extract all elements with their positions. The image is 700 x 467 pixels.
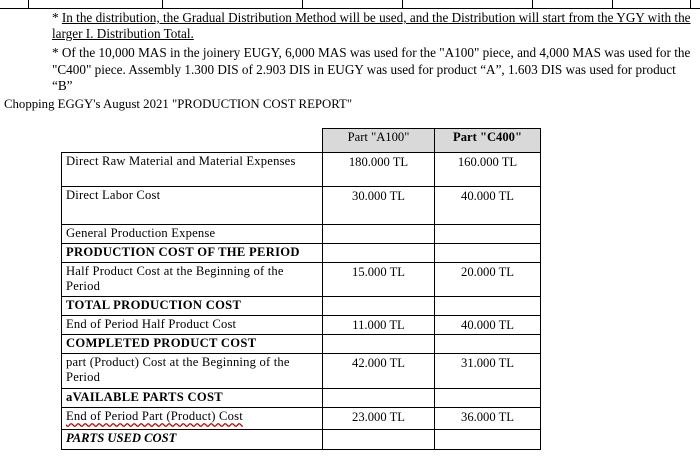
row-label-text: End of Period Part (Product) Cost: [66, 409, 243, 423]
value-c400: 20.000 TL: [435, 263, 541, 297]
table-row: [62, 335, 541, 354]
bullet-star: *: [52, 10, 59, 25]
value-a100: 180.000 TL: [323, 153, 435, 187]
value-c400: 31.000 TL: [435, 354, 541, 389]
table-row: [62, 430, 541, 450]
row-label: General Production Expense: [62, 225, 323, 244]
value-a100: 42.000 TL: [323, 354, 435, 389]
value-a100: [323, 430, 435, 450]
value-c400: 160.000 TL: [435, 153, 541, 187]
header-blank-cell: [62, 129, 323, 153]
row-label: End of Period Half Product Cost: [62, 316, 323, 335]
value-c400: [435, 225, 541, 244]
table-row: [62, 354, 541, 389]
table-row: [62, 187, 541, 225]
value-c400: 36.000 TL: [435, 408, 541, 430]
value-c400: [435, 335, 541, 354]
mas-usage-text: Of the 10,000 MAS in the joinery EUGY, 6,000 MAS was used for the "A100" piece, and 4,000 MAS was used for the "C400" piece. Assembly 1.300 DIS of 2.903 DIS in EUGY was used for product “A”, 1.603 DIS was used for product “B”: [52, 45, 691, 93]
value-c400: [435, 430, 541, 450]
instruction-mas-usage: [52, 45, 697, 95]
column-header-c400: Part "C400": [435, 129, 541, 153]
row-label: PARTS USED COST: [62, 430, 323, 450]
value-a100: 23.000 TL: [323, 408, 435, 430]
table-row: [62, 263, 541, 297]
table-row: [62, 316, 541, 335]
row-label: aVAILABLE PARTS COST: [62, 389, 323, 408]
top-table-border: [0, 0, 700, 9]
row-label: PRODUCTION COST OF THE PERIOD: [62, 244, 323, 263]
table-header-row: [62, 129, 541, 153]
value-c400: 40.000 TL: [435, 316, 541, 335]
table-row: [62, 225, 541, 244]
value-c400: [435, 389, 541, 408]
table-row: [62, 297, 541, 316]
table-row: [62, 153, 541, 187]
row-label: TOTAL PRODUCTION COST: [62, 297, 323, 316]
gradual-distribution-text: In the distribution, the Gradual Distribution Method will be used, and the Distribution will start from the YGY with the larger I. Distribution Total.: [52, 10, 691, 41]
table-row: [62, 408, 541, 430]
instruction-gradual-distribution: [52, 10, 700, 42]
row-label: part (Product) Cost at the Beginning of the Period: [62, 354, 323, 389]
row-label: Direct Labor Cost: [62, 187, 323, 225]
value-a100: [323, 389, 435, 408]
value-a100: 11.000 TL: [323, 316, 435, 335]
value-a100: [323, 225, 435, 244]
production-cost-table: [61, 128, 541, 450]
row-label: [62, 408, 323, 430]
row-label: COMPLETED PRODUCT COST: [62, 335, 323, 354]
value-a100: 30.000 TL: [323, 187, 435, 225]
value-a100: 15.000 TL: [323, 263, 435, 297]
value-a100: [323, 335, 435, 354]
table-row: [62, 244, 541, 263]
column-header-a100: Part "A100": [323, 129, 435, 153]
row-label: Direct Raw Material and Material Expenses: [62, 153, 323, 187]
table-row: [62, 389, 541, 408]
value-c400: [435, 297, 541, 316]
bullet-star: *: [52, 45, 59, 60]
value-c400: [435, 244, 541, 263]
row-label: Half Product Cost at the Beginning of the Period: [62, 263, 323, 297]
value-c400: 40.000 TL: [435, 187, 541, 225]
value-a100: [323, 244, 435, 263]
value-a100: [323, 297, 435, 316]
report-title: Chopping EGGY's August 2021 "PRODUCTION COST REPORT": [4, 97, 353, 111]
